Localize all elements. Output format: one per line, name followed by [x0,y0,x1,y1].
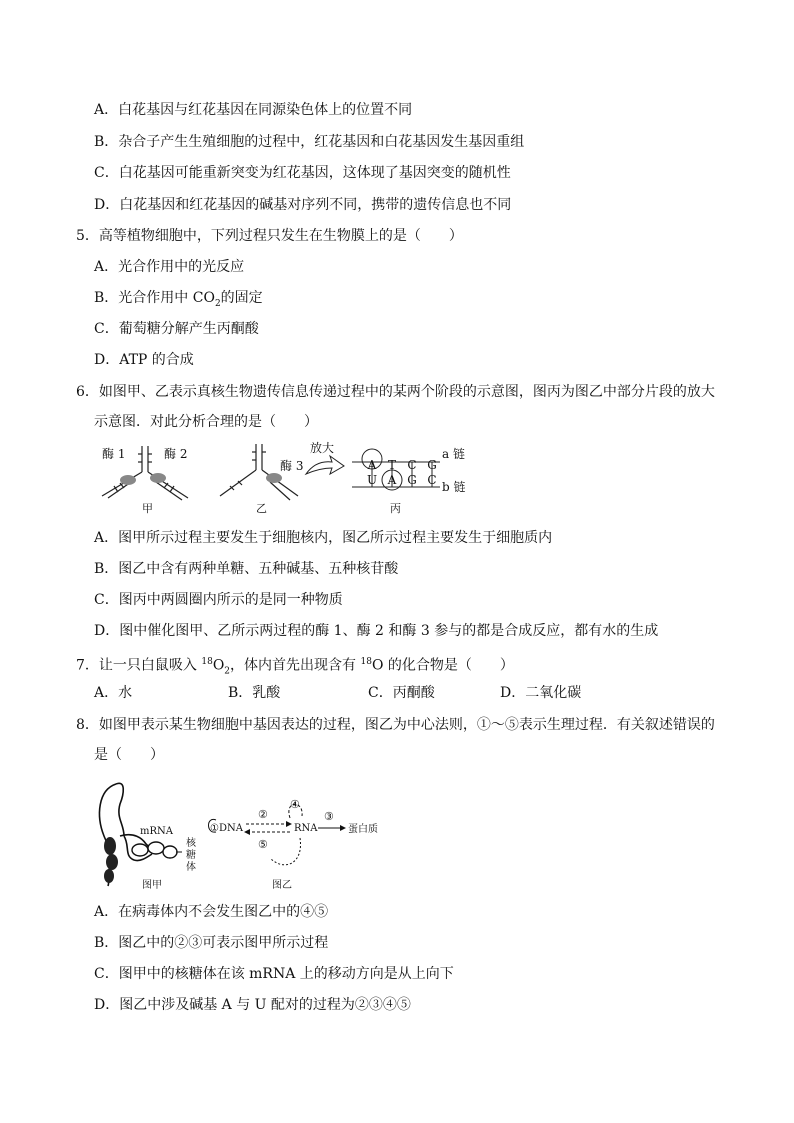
q5-option-b-sub: 2 [214,298,221,309]
arrow-translation-head [340,825,346,831]
q7-option-b: B．乳酸 [228,685,281,701]
q4-option-a: A．白花基因与红花基因在同源染色体上的位置不同 [94,102,413,118]
ribosome-label-2: 糖 [186,850,196,861]
base-top-3: C [407,458,417,472]
q8-option-c: C．图甲中的核糖体在该 mRNA 上的移动方向是从上向下 [94,966,454,982]
q6-option-b: B．图乙中含有两种单糖、五种碱基、五种核苷酸 [94,561,399,577]
ribosomes [132,842,177,858]
zoom-label: 放大 [310,441,335,455]
bing-top-bases [367,458,437,472]
q8-option-d: D．图乙中涉及碱基 A 与 U 配对的过程为②③④⑤ [94,997,411,1013]
q7-stem-sub: 2 [224,666,231,677]
q5-option-b-pre: B．光合作用中 CO [94,290,215,306]
q8-stem-line2: 是（ ） [94,747,164,763]
base-bottom-1: U [366,473,378,487]
mrna-label: mRNA [140,826,173,837]
q8-option-b: B．图乙中的②③可表示图甲所示过程 [94,935,329,951]
q4-option-d: D．白花基因和红花基因的碱基对序列不同，携带的遗传信息也不同 [94,197,512,213]
dna-label: ①DNA [210,823,243,834]
base-bottom-2: A [387,473,397,487]
q8-figure [94,776,394,894]
dotted-cell-outline [270,838,301,865]
q6-option-d: D．图中催化图甲、乙所示两过程的酶 1、酶 2 和酶 3 参与的都是合成反应，都有水的生成 [94,623,659,639]
label-jia: 甲 [142,502,153,515]
q7-stem-post: O 的化合物是（ ） [371,657,514,674]
q7-stem-sup1: 18 [201,657,213,667]
process-2-label: ② [258,808,268,821]
ribosome-label-3: 体 [186,862,196,873]
zoom-arrow [306,456,344,474]
base-top-1: A [367,458,377,472]
enzyme3-label: 酶 3 [280,459,304,473]
label-yi: 乙 [256,502,267,515]
process-3-label: ③ [324,810,334,823]
q8-option-a: A．在病毒体内不会发生图乙中的④⑤ [94,904,329,920]
q5-option-d: D．ATP 的合成 [94,352,194,368]
enzyme1-label: 酶 1 [102,447,126,461]
enzyme3-shape [266,473,282,483]
q6-figure [94,440,474,518]
q7-stem [76,652,514,681]
ribosome-label-1: 核 [186,838,196,849]
q6-option-a: A．图甲所示过程主要发生于细胞核内，图乙所示过程主要发生于细胞质内 [94,530,553,546]
dna-helix [104,837,118,883]
q7-stem-pre: 7．让一只白鼠吸入 [76,657,202,674]
q5-option-c: C．葡萄糖分解产生丙酮酸 [94,321,259,337]
base-bottom-3: G [407,473,417,487]
chain-b-label: b 链 [442,480,466,494]
q4-option-b: B．杂合子产生生殖细胞的过程中，红花基因和白花基因发生基因重组 [94,134,525,150]
q5-stem: 5．高等植物细胞中，下列过程只发生在生物膜上的是（ ） [76,228,463,244]
label-bing: 丙 [390,502,401,515]
label-tu-yi: 图乙 [272,880,292,891]
base-bottom-4: C [427,473,437,487]
base-top-4: G [427,458,437,472]
arrow-reverse-head [244,829,250,835]
arrow-transcription-head [286,821,292,827]
q5-option-a: A．光合作用中的光反应 [94,259,245,275]
q7-option-a: A．水 [94,685,133,701]
q6-option-c: C．图丙中两圆圈内所示的是同一种物质 [94,592,343,608]
rna-label: RNA [294,823,318,834]
chain-a-label: a 链 [442,447,465,461]
q5-option-b [94,288,263,314]
q5-option-b-post: 的固定 [220,290,263,306]
enzyme1-shape [120,475,136,485]
q7-stem-sup2: 18 [360,657,372,667]
label-tu-jia: 图甲 [142,880,162,891]
q8-stem-line1: 8．如图甲表示某生物细胞中基因表达的过程，图乙为中心法则，①～⑤表示生理过程．有关叙述错误的 [76,717,715,733]
q7-stem-mid2: ，体内首先出现含有 [230,657,361,674]
enzyme2-shape [150,473,166,483]
q7-stem-mid1: O [212,657,225,674]
q6-stem-line2: 示意图．对此分析合理的是（ ） [94,414,318,430]
process-4-label: ④ [290,798,300,811]
process-5-label: ⑤ [258,838,268,851]
q7-option-c: C．丙酮酸 [368,685,435,701]
protein-label: 蛋白质 [348,824,378,835]
q7-option-d: D．二氧化碳 [500,685,582,701]
q6-stem-line1: 6．如图甲、乙表示真核生物遗传信息传递过程中的某两个阶段的示意图，图丙为图乙中部分片段的放大 [76,384,715,400]
enzyme2-label: 酶 2 [164,447,188,461]
base-top-2: T [387,458,397,472]
q4-option-c: C．白花基因可能重新突变为红花基因，这体现了基因突变的随机性 [94,165,511,181]
